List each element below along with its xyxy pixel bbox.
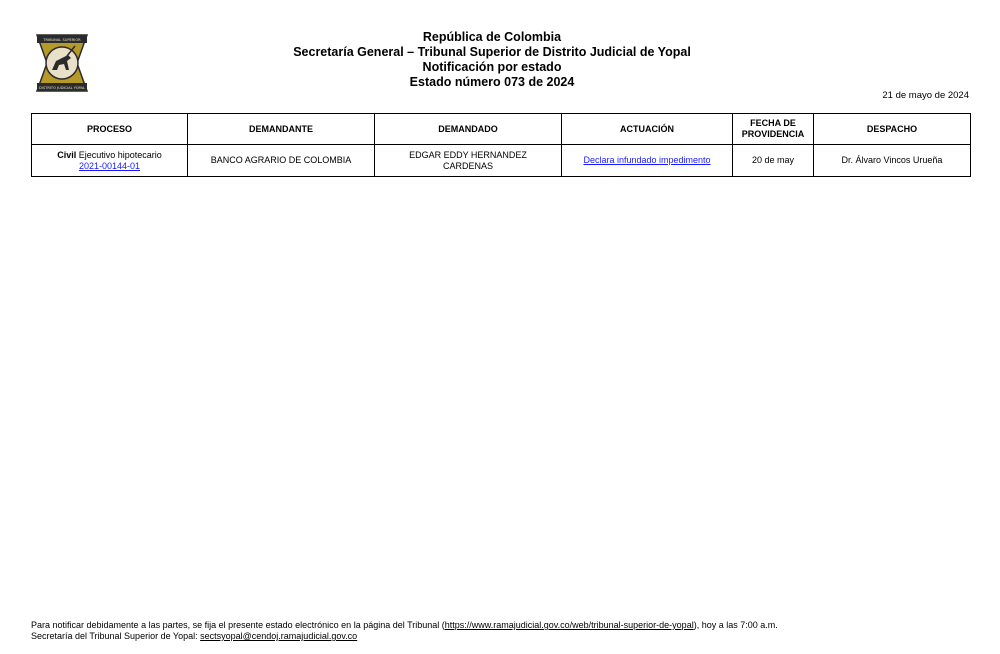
demandado-line1: EDGAR EDDY HERNANDEZ: [409, 149, 527, 160]
cell-demandado: [375, 145, 562, 177]
notification-table: [31, 113, 971, 177]
header-actuacion: ACTUACIÓN: [562, 114, 733, 145]
secretaria-email-link[interactable]: sectsyopal@cendoj.ramajudicial.gov.co: [200, 631, 358, 641]
header-fecha-line1: FECHA DE: [750, 118, 796, 128]
cell-fecha: 20 de may: [733, 145, 814, 177]
header-estado-number: Estado número 073 de 2024: [409, 75, 575, 89]
actuacion-link[interactable]: Declara infundado impedimento: [583, 155, 711, 165]
document-header: [0, 30, 984, 90]
header-demandado: DEMANDADO: [375, 114, 562, 145]
demandado-line2: CARDENAS: [442, 160, 493, 171]
tribunal-website-link[interactable]: https://www.ramajudicial.gov.co/web/tribunal-superior-de-yopal: [444, 620, 694, 630]
table-header-row: [32, 114, 971, 145]
proceso-clase: Ejecutivo hipotecario: [78, 149, 162, 160]
footer-line1-end: ), hoy a las 7:00 a.m.: [693, 620, 778, 630]
cell-proceso: [32, 145, 188, 177]
document-footer: [31, 620, 778, 642]
logo-top-text: TRIBUNAL SUPERIOR: [43, 38, 81, 42]
header-country: República de Colombia: [422, 30, 562, 44]
header-institution: Secretaría General – Tribunal Superior de Distrito Judicial de Yopal: [293, 45, 691, 59]
radicado-link[interactable]: 2021-00144-01: [78, 160, 141, 171]
proceso-tipo: Civil: [57, 149, 77, 160]
cell-demandante: BANCO AGRARIO DE COLOMBIA: [188, 145, 375, 177]
cell-despacho: Dr. Álvaro Vincos Urueña: [814, 145, 971, 177]
footer-line1-text: Para notificar debidamente a las partes, se fija el presente estado electrónico en la página del Tribunal (: [31, 620, 445, 630]
header-despacho: DESPACHO: [814, 114, 971, 145]
header-demandante: DEMANDANTE: [188, 114, 375, 145]
header-proceso: PROCESO: [32, 114, 188, 145]
footer-line2-text: Secretaría del Tribunal Superior de Yopal:: [31, 631, 201, 641]
header-fecha-line2: PROVIDENCIA: [741, 129, 805, 139]
header-notice-type: Notificación por estado: [422, 60, 562, 74]
document-date: 21 de mayo de 2024: [882, 90, 969, 101]
footer-line2: [31, 631, 778, 642]
header-fecha-providencia: [733, 114, 814, 145]
cell-actuacion: [562, 145, 733, 177]
logo-bottom-text: DISTRITO JUDICIAL YOPAL: [39, 86, 85, 90]
footer-line1: [31, 620, 778, 631]
table-row: [32, 145, 971, 177]
